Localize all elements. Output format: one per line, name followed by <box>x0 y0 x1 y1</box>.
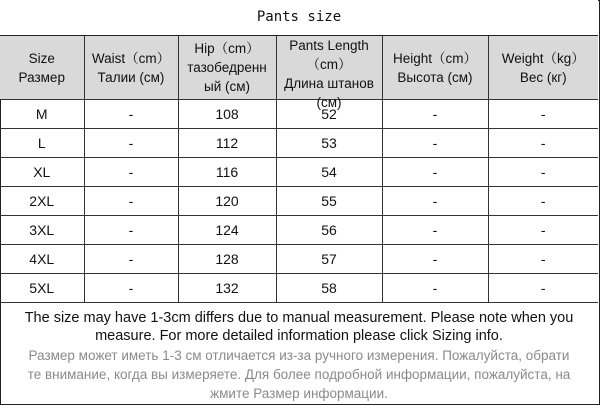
cell-size: 3XL <box>0 216 84 245</box>
cell-hip: 124 <box>178 216 276 245</box>
cell-waist: - <box>84 245 178 274</box>
cell-height: - <box>382 274 488 303</box>
header-line: Pants Length <box>289 38 369 53</box>
note-russian <box>0 346 598 403</box>
cell-size: M <box>0 100 84 129</box>
header-line: Высота (см) <box>397 69 473 85</box>
cell-height: - <box>382 187 488 216</box>
header-weight <box>488 36 598 100</box>
cell-waist: - <box>84 100 178 129</box>
header-line: （cm） <box>306 57 352 72</box>
cell-size: L <box>0 129 84 158</box>
cell-hip: 132 <box>178 274 276 303</box>
cell-pants-length: 56 <box>276 216 382 245</box>
header-line: Size <box>28 50 55 66</box>
cell-weight: - <box>488 274 598 303</box>
header-line: тазобедренн <box>187 60 267 75</box>
cell-pants-length: 55 <box>276 187 382 216</box>
cell-weight: - <box>488 216 598 245</box>
header-line: Hip（cm） <box>194 41 260 56</box>
cell-waist: - <box>84 274 178 303</box>
cell-height: - <box>382 100 488 129</box>
cell-waist: - <box>84 187 178 216</box>
cell-weight: - <box>488 187 598 216</box>
cell-hip: 108 <box>178 100 276 129</box>
header-line: Waist（cm） <box>91 50 171 66</box>
chart-title: Pants size <box>0 0 598 36</box>
table-row <box>0 274 598 303</box>
cell-size: 2XL <box>0 187 84 216</box>
header-pants-length <box>276 36 382 110</box>
cell-pants-length: 53 <box>276 129 382 158</box>
header-line: Weight（kg） <box>501 50 585 66</box>
cell-pants-length: 54 <box>276 158 382 187</box>
table-header-row <box>0 36 598 100</box>
table-row <box>0 158 598 187</box>
header-waist <box>84 36 178 100</box>
size-table <box>0 36 598 303</box>
cell-height: - <box>382 245 488 274</box>
note-line: те внимание, когда вы измеряете. Для более подробной информации, пожалуйста, на <box>27 367 571 382</box>
header-line: Вес (кг) <box>519 69 567 85</box>
cell-size: 4XL <box>0 245 84 274</box>
cell-pants-length: 52 <box>276 100 382 129</box>
cell-height: - <box>382 158 488 187</box>
header-size <box>0 36 84 100</box>
note-line: жмите Размер информации. <box>210 386 388 401</box>
table-row <box>0 100 598 129</box>
cell-weight: - <box>488 129 598 158</box>
header-height <box>382 36 488 100</box>
table-row <box>0 187 598 216</box>
header-hip <box>178 36 276 100</box>
cell-waist: - <box>84 216 178 245</box>
cell-height: - <box>382 216 488 245</box>
table-row <box>0 245 598 274</box>
cell-pants-length: 57 <box>276 245 382 274</box>
header-line: Height（cm） <box>392 50 478 66</box>
cell-pants-length: 58 <box>276 274 382 303</box>
header-line: ый (см) <box>203 79 251 94</box>
cell-waist: - <box>84 129 178 158</box>
cell-weight: - <box>488 100 598 129</box>
header-line: Размер <box>18 69 65 85</box>
note-line: Размер может иметь 1-3 см отличается из-за ручного измерения. Пожалуйста, обрати <box>28 348 570 363</box>
cell-height: - <box>382 129 488 158</box>
cell-hip: 116 <box>178 158 276 187</box>
cell-weight: - <box>488 245 598 274</box>
cell-hip: 128 <box>178 245 276 274</box>
cell-weight: - <box>488 158 598 187</box>
table-row <box>0 129 598 158</box>
cell-hip: 120 <box>178 187 276 216</box>
cell-hip: 112 <box>178 129 276 158</box>
note-english <box>0 309 598 345</box>
note-line: The size may have 1-3cm differs due to manual measurement. Please note when you <box>24 310 574 326</box>
header-line: Талии (см) <box>97 69 165 85</box>
table-row <box>0 216 598 245</box>
note-line: measure. For more detailed information please click Sizing info. <box>95 328 503 344</box>
cell-size: 5XL <box>0 274 84 303</box>
header-line: Длина штанов <box>284 76 374 91</box>
cell-size: XL <box>0 158 84 187</box>
cell-waist: - <box>84 158 178 187</box>
header-line: (см) <box>316 95 342 110</box>
